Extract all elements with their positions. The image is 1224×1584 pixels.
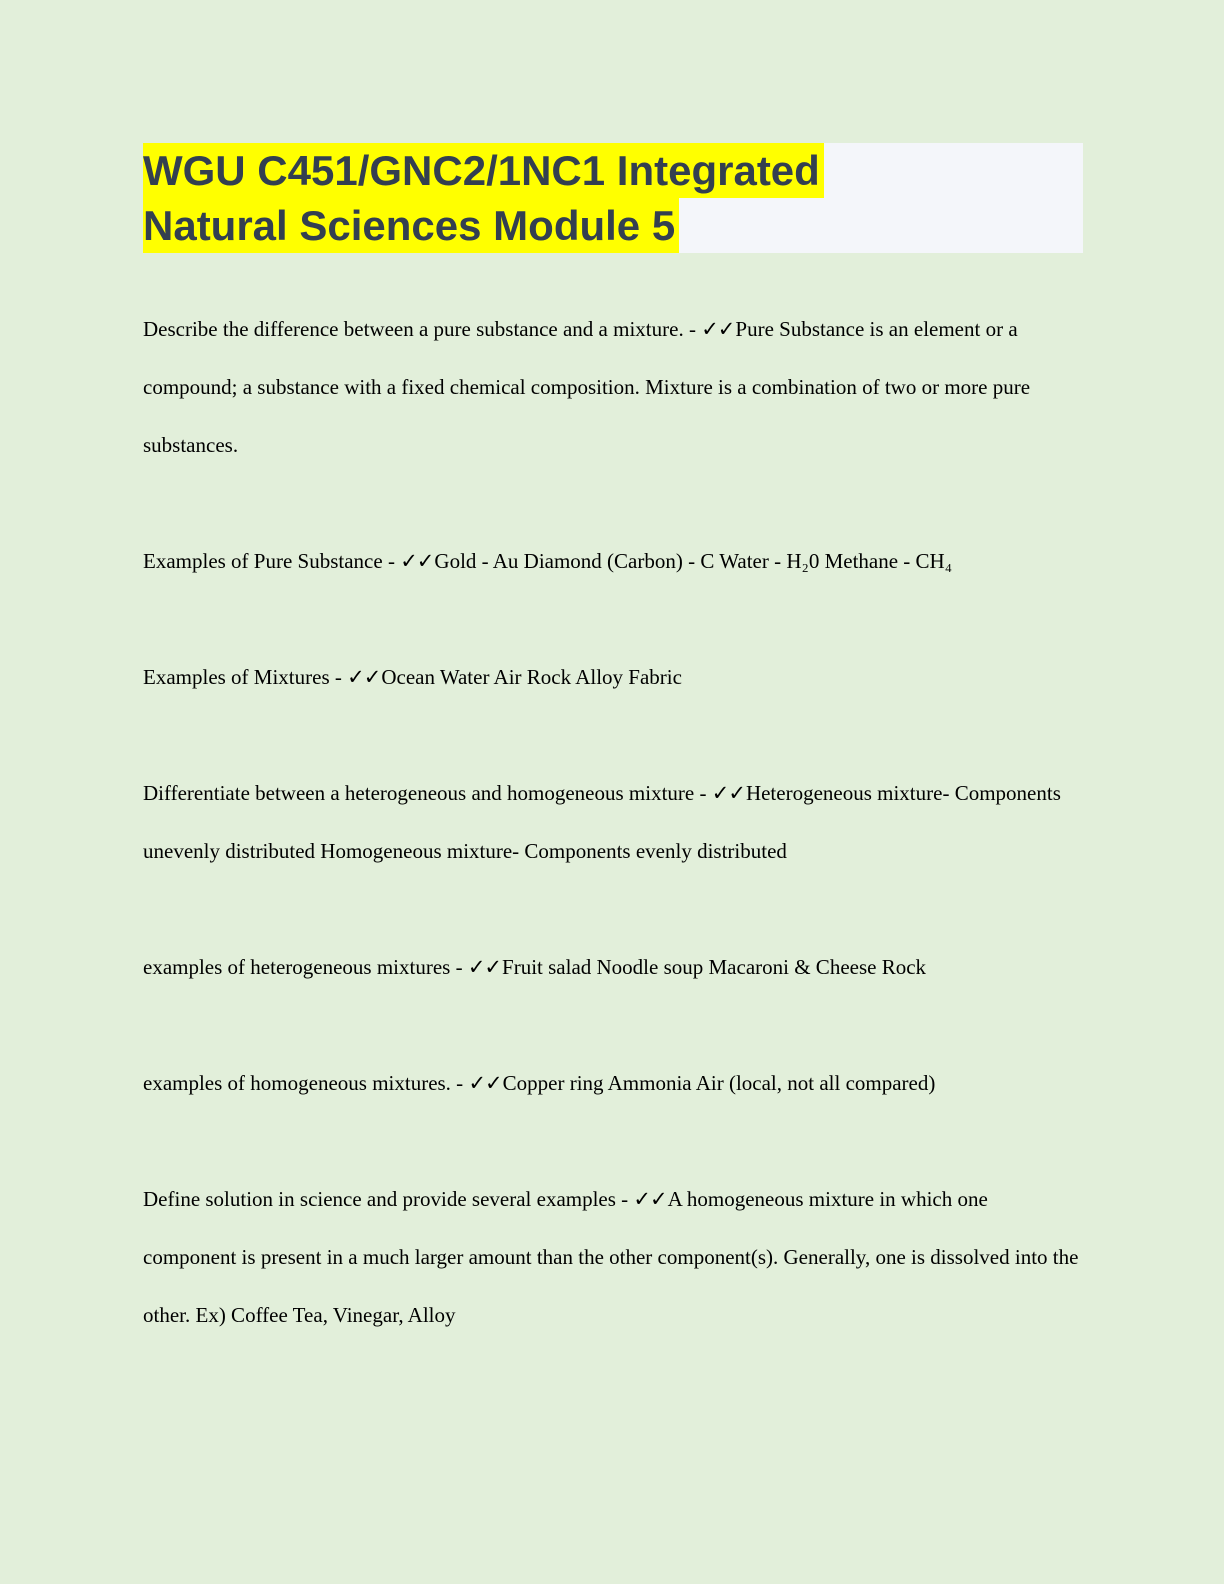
qa-paragraph [143, 300, 1085, 474]
answer-text: Copper ring Ammonia Air (local, not all compared) [502, 1071, 936, 1095]
double-checkmark-icon: ✓✓ [711, 781, 745, 805]
qa-paragraph [143, 648, 1085, 706]
question-text: Examples of Mixtures - [143, 665, 348, 689]
document-body [143, 253, 1085, 1344]
qa-paragraph [143, 938, 1085, 996]
double-checkmark-icon: ✓✓ [467, 955, 502, 979]
qa-paragraph [143, 1170, 1085, 1344]
question-text: examples of heterogeneous mixtures - [143, 955, 468, 979]
question-text: Examples of Pure Substance - [143, 549, 401, 573]
question-text: Describe the difference between a pure substance and a mixture. - [143, 317, 702, 341]
page-title-line-1: WGU C451/GNC2/1NC1 Integrated [143, 143, 824, 198]
double-checkmark-icon: ✓✓ [400, 549, 434, 573]
qa-paragraph [143, 764, 1085, 880]
qa-paragraph [143, 1054, 1085, 1112]
answer-text: Gold - Au Diamond (Carbon) - C Water - H₂0 Methane - CH₄ [434, 549, 953, 573]
qa-paragraph [143, 532, 1085, 590]
question-text: examples of homogeneous mixtures. - [143, 1071, 469, 1095]
page-title-line-2: Natural Sciences Module 5 [143, 198, 679, 253]
double-checkmark-icon: ✓✓ [468, 1071, 502, 1095]
question-text: Define solution in science and provide several examples - [143, 1187, 634, 1211]
page-title [143, 143, 1083, 253]
double-checkmark-icon: ✓✓ [633, 1187, 667, 1211]
question-text: Differentiate between a heterogeneous and homogeneous mixture - [143, 781, 712, 805]
answer-text: A homogeneous mixture in which one component is present in a much larger amount than the other component(s). Generally, one is dissolved into the other. Ex) Coffee Tea, Vinegar, Alloy [143, 1187, 1079, 1327]
double-checkmark-icon: ✓✓ [701, 317, 735, 341]
double-checkmark-icon: ✓✓ [347, 665, 381, 689]
answer-text: Pure Substance is an element or a compound; a substance with a fixed chemical composition. Mixture is a combination of two or more pure substances. [143, 317, 1031, 457]
answer-text: Ocean Water Air Rock Alloy Fabric [381, 665, 682, 689]
title-highlight-box [143, 143, 1083, 253]
answer-text: Fruit salad Noodle soup Macaroni & Cheese Rock [502, 955, 927, 979]
answer-text: Heterogeneous mixture- Components unevenly distributed Homogeneous mixture- Components evenly distributed [143, 781, 1061, 863]
